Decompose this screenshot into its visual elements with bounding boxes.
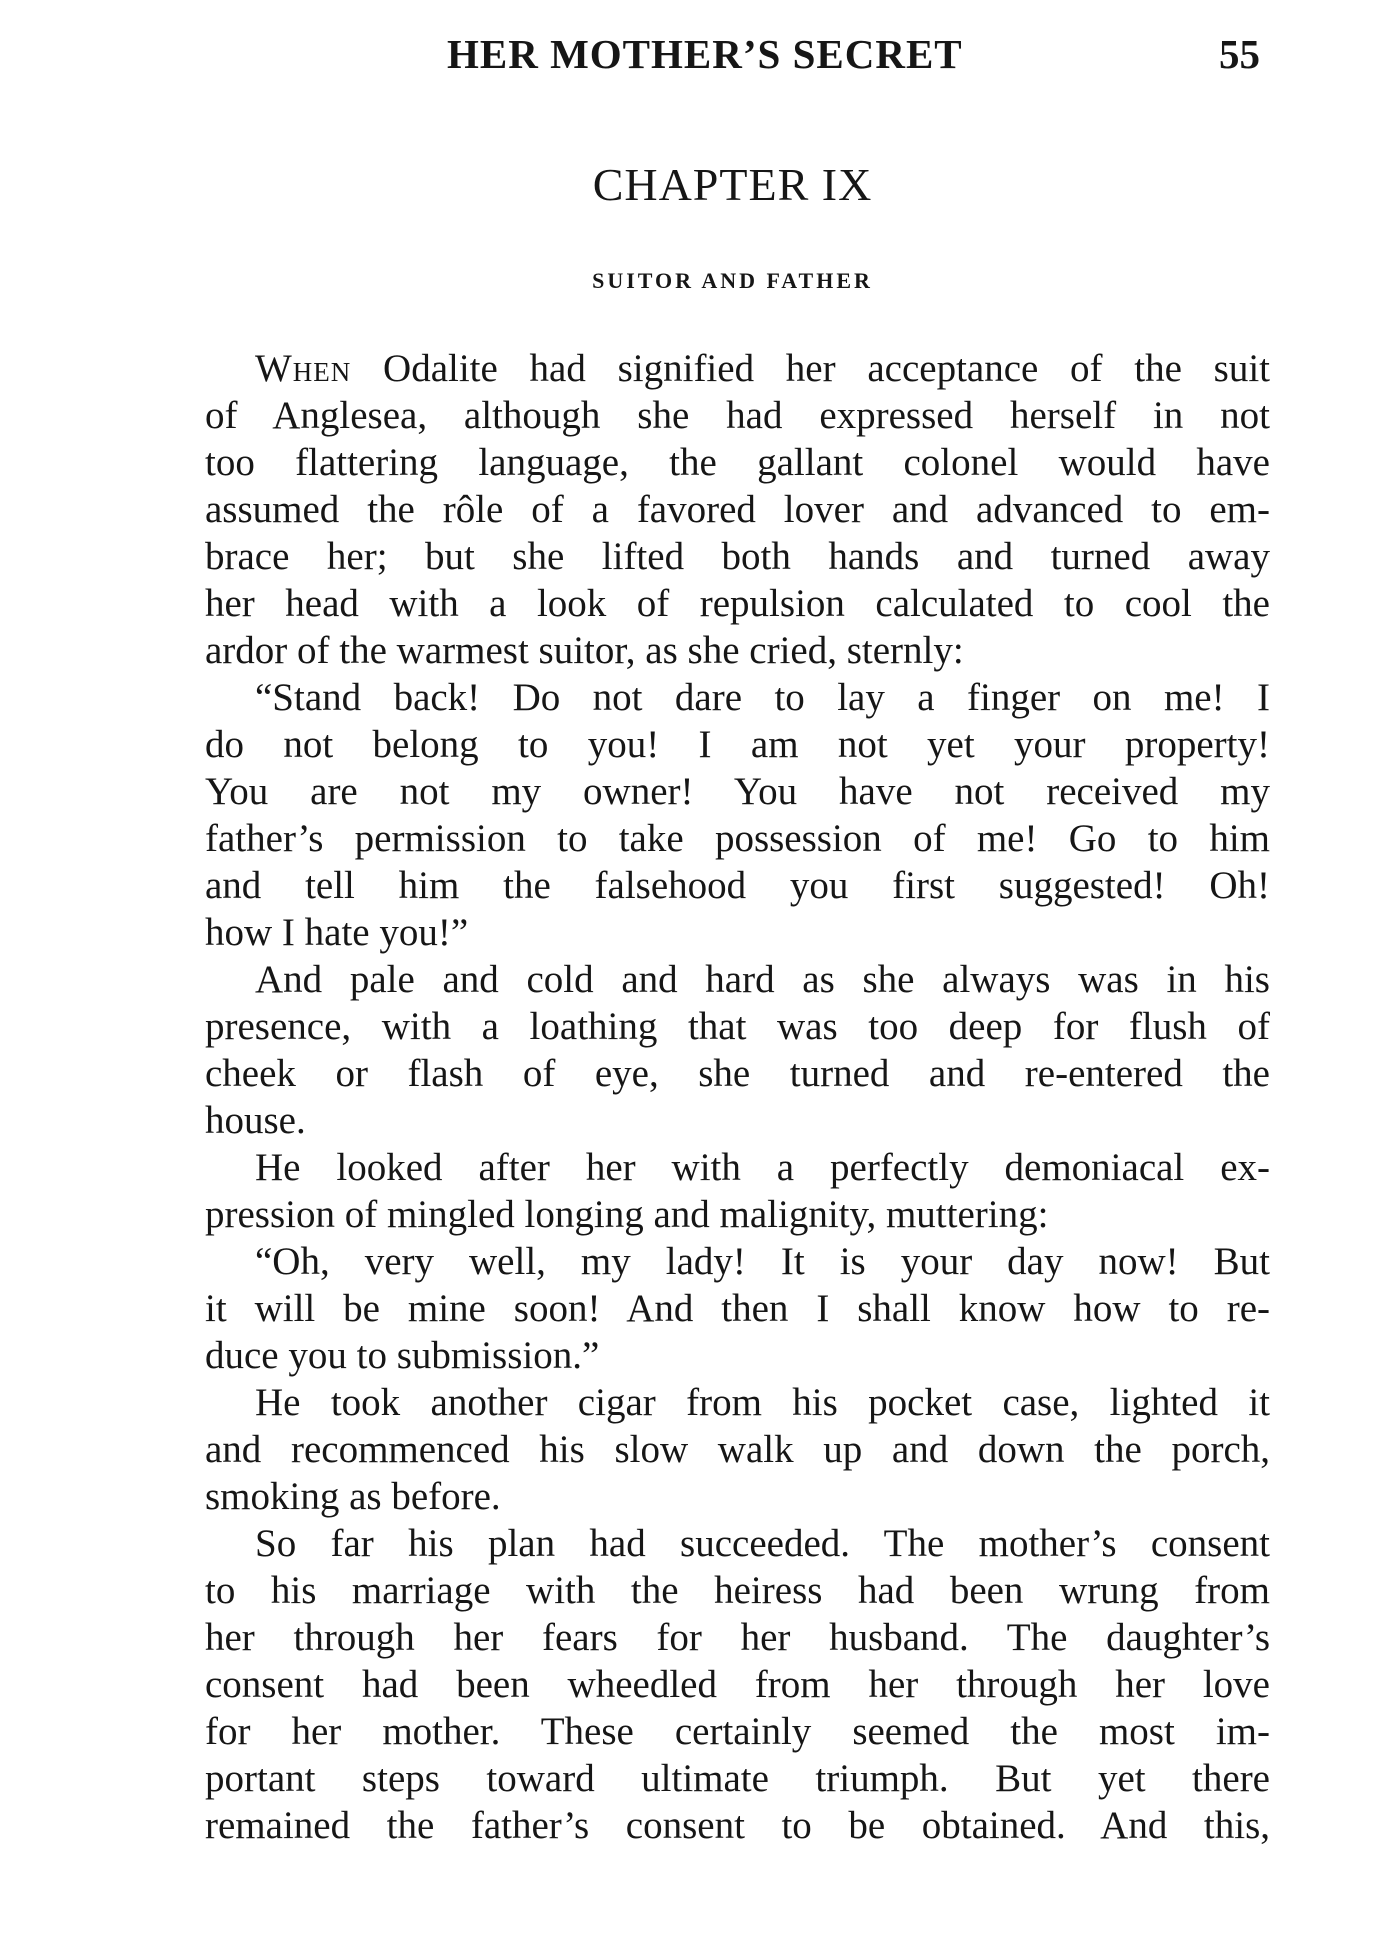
chapter-subtitle: SUITOR AND FATHER: [592, 268, 873, 293]
line-text: too flattering language, the gallant colonel would have: [205, 441, 1270, 484]
line-text: You are not my owner! You have not received my: [205, 770, 1270, 813]
paragraph: [205, 956, 1270, 1144]
text-line: [205, 1661, 1270, 1708]
text-line: [205, 580, 1270, 627]
text-line: [205, 815, 1270, 862]
text-line: [205, 1003, 1270, 1050]
line-text: assumed the rôle of a favored lover and advanced to em-: [205, 488, 1270, 531]
line-text: how I hate you!”: [205, 911, 469, 954]
running-title: HER MOTHER’S SECRET: [447, 31, 963, 77]
text-line: [205, 1285, 1270, 1332]
text-line: [205, 1614, 1270, 1661]
running-head: [205, 30, 1270, 86]
text-line: [205, 392, 1270, 439]
line-text: Odalite had signified her acceptance of the suit: [351, 347, 1270, 390]
line-text: “Oh, very well, my lady! It is your day now! But: [255, 1240, 1270, 1283]
text-line: [205, 674, 1270, 721]
line-text: house.: [205, 1099, 306, 1142]
line-text: do not belong to you! I am not yet your property!: [205, 723, 1270, 766]
line-text: father’s permission to take possession of me! Go to him: [205, 817, 1270, 860]
paragraph: [205, 1379, 1270, 1520]
text-line: [205, 1144, 1270, 1191]
line-text: and tell him the falsehood you first suggested! Oh!: [205, 864, 1270, 907]
paragraph: [205, 1238, 1270, 1379]
paragraph: [205, 1520, 1270, 1849]
text-line: [205, 1473, 1270, 1520]
text-line: [205, 1426, 1270, 1473]
text-line: [205, 439, 1270, 486]
line-text: her head with a look of repulsion calculated to cool the: [205, 582, 1270, 625]
line-text: “Stand back! Do not dare to lay a finger on me! I: [255, 676, 1270, 719]
page-number: 55: [1219, 31, 1260, 77]
line-text: presence, with a loathing that was too deep for flush of: [205, 1005, 1270, 1048]
text-line: [205, 1802, 1270, 1849]
drop-word: When: [255, 347, 352, 390]
line-text: pression of mingled longing and malignity, muttering:: [205, 1193, 1049, 1236]
text-line: [205, 1191, 1270, 1238]
paragraph: [205, 345, 1270, 674]
line-text: consent had been wheedled from her through her love: [205, 1663, 1270, 1706]
chapter-heading: CHAPTER IX: [592, 159, 873, 210]
line-text: smoking as before.: [205, 1475, 501, 1518]
text-line: [205, 1379, 1270, 1426]
line-text: for her mother. These certainly seemed the most im-: [205, 1710, 1270, 1753]
line-text: remained the father’s consent to be obtained. And this,: [205, 1804, 1270, 1847]
paragraph: [205, 674, 1270, 956]
text-line: [205, 627, 1270, 674]
line-text: So far his plan had succeeded. The mother’s consent: [255, 1522, 1270, 1565]
text-line: [205, 486, 1270, 533]
text-line: [205, 1520, 1270, 1567]
text-line: [205, 768, 1270, 815]
line-text: cheek or flash of eye, she turned and re-entered the: [205, 1052, 1270, 1095]
text-line: [205, 721, 1270, 768]
line-text: her through her fears for her husband. The daughter’s: [205, 1616, 1270, 1659]
line-text: and recommenced his slow walk up and down the porch,: [205, 1428, 1270, 1471]
paragraph: [205, 1144, 1270, 1238]
text-line: [205, 862, 1270, 909]
text-line: [205, 345, 1270, 392]
text-line: [205, 956, 1270, 1003]
text-line: [205, 1050, 1270, 1097]
line-text: He looked after her with a perfectly demoniacal ex-: [255, 1146, 1270, 1189]
text-line: [205, 1097, 1270, 1144]
line-text: it will be mine soon! And then I shall know how to re-: [205, 1287, 1270, 1330]
line-text: ardor of the warmest suitor, as she cried, sternly:: [205, 629, 964, 672]
line-text: portant steps toward ultimate triumph. But yet there: [205, 1757, 1270, 1800]
line-text: of Anglesea, although she had expressed herself in not: [205, 394, 1270, 437]
line-text: to his marriage with the heiress had been wrung from: [205, 1569, 1270, 1612]
line-text: brace her; but she lifted both hands and turned away: [205, 535, 1270, 578]
chapter-body: [205, 345, 1270, 1849]
text-line: [205, 1567, 1270, 1614]
text-line: [205, 533, 1270, 580]
text-line: [205, 1332, 1270, 1379]
text-line: [205, 909, 1270, 956]
text-line: [205, 1238, 1270, 1285]
text-line: [205, 1708, 1270, 1755]
line-text: He took another cigar from his pocket case, lighted it: [255, 1381, 1270, 1424]
line-text: And pale and cold and hard as she always was in his: [255, 958, 1270, 1001]
text-line: [205, 1755, 1270, 1802]
line-text: duce you to submission.”: [205, 1334, 600, 1377]
